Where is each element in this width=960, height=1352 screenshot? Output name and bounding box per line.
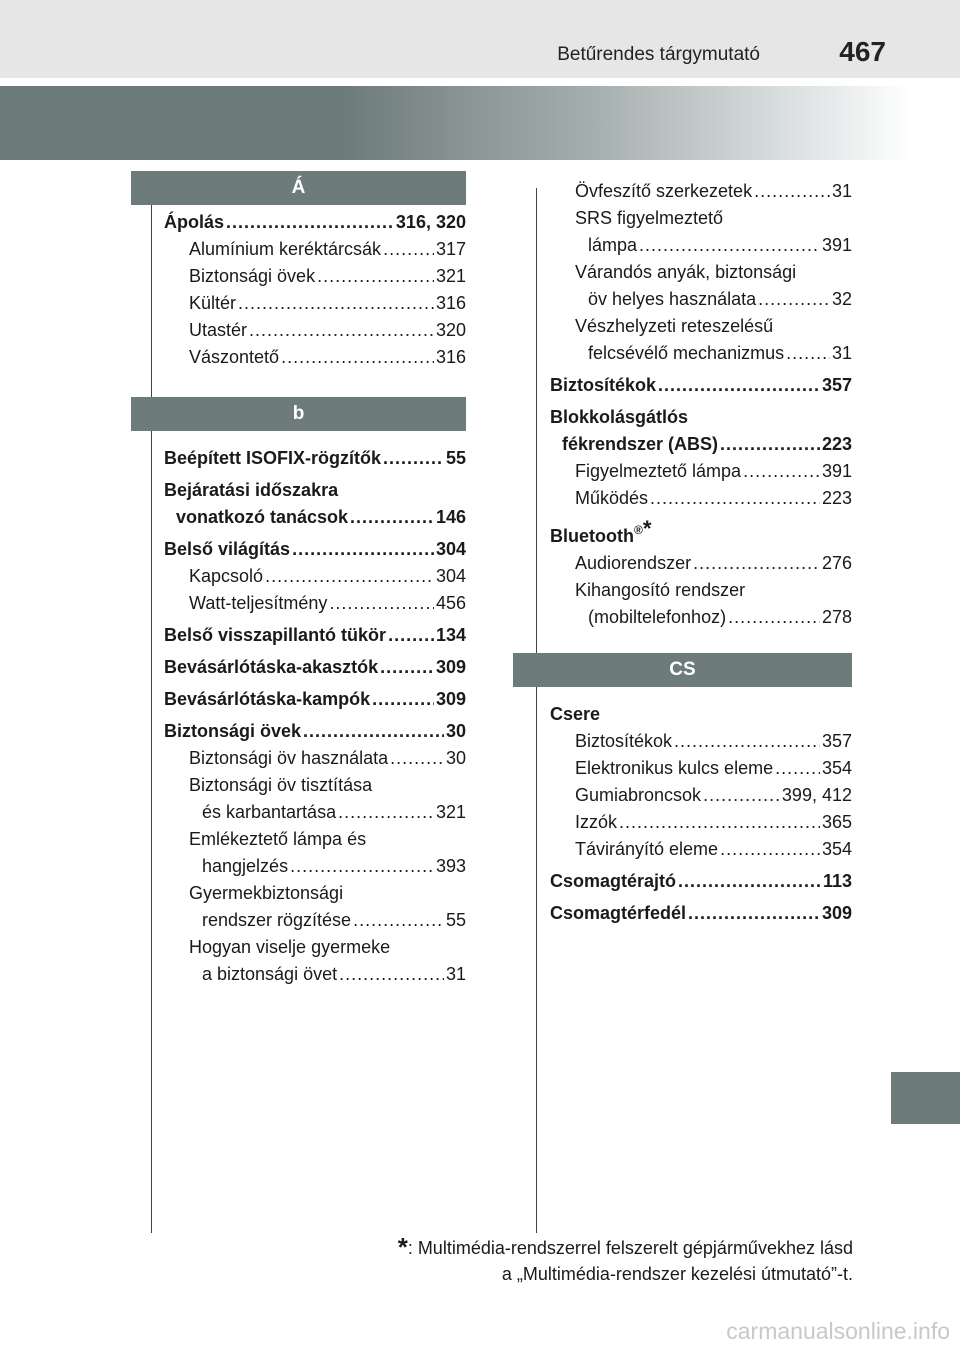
footnote-star: *: [642, 516, 652, 541]
index-entry-beepitett: Beépített ISOFIX-rögzítők ..... 55: [164, 445, 466, 472]
index-subentry: Gumiabroncsok ..... 399, 412: [550, 782, 852, 809]
index-entry-biztonsagi-ovek: Biztonsági övek ..... 30: [164, 718, 466, 745]
footnote-star: *: [397, 1232, 408, 1262]
index-subentry: Kültér ..... 316: [164, 290, 466, 317]
index-subentry: Elektronikus kulcs eleme ..... 354: [550, 755, 852, 782]
section-header-cs: CS: [513, 653, 852, 687]
index-entry-blokkolas: fékrendszer (ABS) ..... 223: [550, 431, 852, 458]
index-subentry: (mobiltelefonhoz) ..... 278: [550, 604, 852, 631]
right-index-column: [550, 178, 852, 927]
left-column-divider: [151, 205, 152, 1233]
center-column-divider: [536, 188, 537, 1233]
index-entry-apolas: Ápolás ..... 316, 320: [164, 209, 466, 236]
index-subentry: Kapcsoló ..... 304: [164, 563, 466, 590]
index-entry-csomagterajto: Csomagtérajtó ..... 113: [550, 868, 852, 895]
section-header-b: b: [131, 397, 466, 431]
index-entry-bejaratasi-line1: Bejáratási időszakra: [164, 480, 339, 500]
index-subentry: Alumínium keréktárcsák ..... 317: [164, 236, 466, 263]
index-subentry: Működés ..... 223: [550, 485, 852, 512]
index-entry-blokkolas-line1: Blokkolásgátlós: [550, 407, 689, 427]
index-subentry: Watt-teljesítmény ..... 456: [164, 590, 466, 617]
decorative-banner: [0, 86, 960, 160]
index-subentry: és karbantartása ..... 321: [164, 799, 466, 826]
watermark: carmanualsonline.info: [726, 1318, 950, 1344]
index-subentry-line1: Vészhelyzeti reteszelésű: [575, 316, 774, 336]
index-entry-bevasarlo-akasztok: Bevásárlótáska-akasztók ..... 309: [164, 654, 466, 681]
index-subentry: Biztonsági övek ..... 321: [164, 263, 466, 290]
index-entry-bejaratasi: vonatkozó tanácsok ..... 146: [164, 504, 466, 531]
header-title: Betűrendes tárgymutató: [557, 44, 760, 65]
index-subentry: Távirányító eleme ..... 354: [550, 836, 852, 863]
index-entry-belso-visszapillanto: Belső visszapillantó tükör ..... 134: [164, 622, 466, 649]
index-subentry: Utastér ..... 320: [164, 317, 466, 344]
page-number: 467: [839, 36, 886, 67]
index-subentry: Övfeszítő szerkezetek ..... 31: [550, 178, 852, 205]
index-subentry-line1: Kihangosító rendszer: [575, 580, 746, 600]
index-subentry: Biztonsági öv használata ..... 30: [164, 745, 466, 772]
index-entry-belso-vilagitas: Belső világítás ..... 304: [164, 536, 466, 563]
index-subentry: öv helyes használata ..... 32: [550, 286, 852, 313]
index-subentry-line1: Emlékeztető lámpa és: [189, 829, 367, 849]
index-subentry-line1: SRS figyelmeztető: [575, 208, 724, 228]
index-entry-bevasarlo-kampok: Bevásárlótáska-kampók ..... 309: [164, 686, 466, 713]
index-subentry: rendszer rögzítése ..... 55: [164, 907, 466, 934]
index-entry-biztositekok: Biztosítékok ..... 357: [550, 372, 852, 399]
index-subentry-line1: Gyermekbiztonsági: [189, 883, 344, 903]
index-subentry-line1: Biztonsági öv tisztítása: [189, 775, 373, 795]
left-index-column: [164, 171, 466, 988]
footnote-line2: a „Multimédia-rendszer kezelési útmutató”-t.: [501, 1264, 853, 1284]
chapter-side-tab: [891, 1072, 960, 1124]
section-header-a: Á: [131, 171, 466, 205]
index-subentry-line1: Hogyan viselje gyermeke: [189, 937, 391, 957]
index-subentry-line1: Várandós anyák, biztonsági: [575, 262, 797, 282]
index-subentry: Vászontető ..... 316: [164, 344, 466, 371]
index-subentry: Figyelmeztető lámpa ..... 391: [550, 458, 852, 485]
footnote: [398, 1234, 853, 1287]
index-subentry: Izzók ..... 365: [550, 809, 852, 836]
index-entry-csomagterfedel: Csomagtérfedél ..... 309: [550, 900, 852, 927]
registered-mark: ®: [633, 523, 643, 537]
index-entry-bluetooth: Bluetooth®*: [550, 516, 652, 546]
index-entry-csere: Csere: [550, 704, 601, 724]
footnote-line1: *: Multimédia-rendszerrel felszerelt gépjárművekhez lásd: [397, 1232, 853, 1262]
index-subentry: hangjelzés ..... 393: [164, 853, 466, 880]
index-subentry: Biztosítékok ..... 357: [550, 728, 852, 755]
index-subentry: a biztonsági övet ..... 31: [164, 961, 466, 988]
index-subentry: Audiorendszer ..... 276: [550, 550, 852, 577]
index-subentry: felcsévélő mechanizmus ..... 31: [550, 340, 852, 367]
index-subentry: lámpa ..... 391: [550, 232, 852, 259]
header-bar: [0, 0, 960, 78]
